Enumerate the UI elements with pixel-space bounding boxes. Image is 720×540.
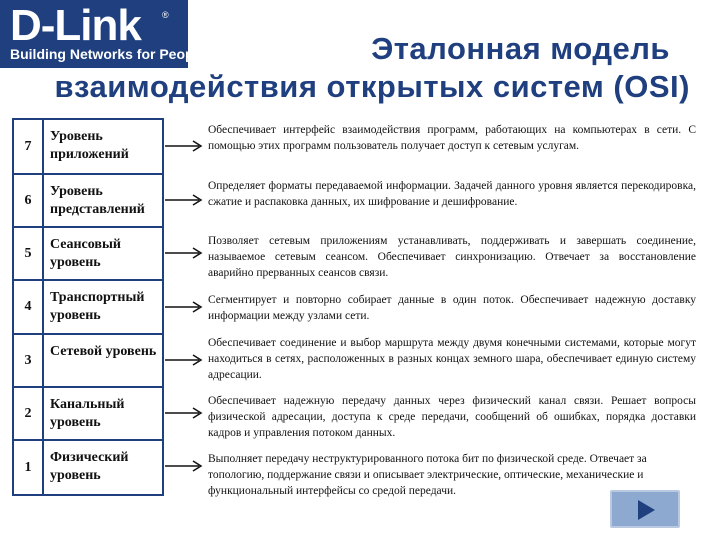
level-name: Канальный уровень bbox=[50, 397, 125, 430]
level-row-1 bbox=[14, 441, 162, 494]
level-6-description: Определяет форматы передаваемой информации. Задачей данного уровня является перекодировка, сжатие и распаковка данных, их шифрование и дешифрование. bbox=[208, 180, 696, 208]
level-5-description: Позволяет сетевым приложениям устанавливать, поддерживать и завершать соединение, называемое сетевым сеансом. Обеспечивает синхронизацию. Отвечает за восстановление аварийно прерванных сеансов связи. bbox=[208, 235, 696, 279]
arrow-right-icon bbox=[165, 300, 205, 314]
level-row-7 bbox=[14, 120, 162, 175]
registered-mark: ® bbox=[162, 10, 169, 20]
level-7-description: Обеспечивает интерфейс взаимодействия программ, работающих на компьютерах в сети. С помощью этих программ пользователь получает доступ к сетевым услугам. bbox=[208, 124, 696, 152]
level-name: Транспортный уровень bbox=[50, 290, 145, 323]
level-1-description: Выполняет передачу неструктурированного потока бит по физической среде. Отвечает за топологию, поддержание связи и описывает электрические, оптические, механические и функциональный интерфейсы со средой передачи. bbox=[208, 453, 647, 497]
level-number: 3 bbox=[14, 335, 44, 386]
logo-brand: D-Link bbox=[10, 1, 141, 50]
level-row-3 bbox=[14, 335, 162, 388]
level-number: 7 bbox=[14, 120, 44, 173]
arrow-right-icon bbox=[165, 139, 205, 153]
level-row-2 bbox=[14, 388, 162, 441]
level-row-5 bbox=[14, 228, 162, 281]
logo-tagline: Building Networks for People bbox=[10, 46, 206, 62]
title-line-2: взаимодействия открытых систем (OSI) bbox=[54, 69, 690, 104]
level-number: 2 bbox=[14, 388, 44, 439]
level-name: Физический уровень bbox=[50, 450, 129, 483]
level-row-4 bbox=[14, 281, 162, 335]
level-name: Уровень приложений bbox=[50, 129, 129, 162]
level-3-description: Обеспечивает соединение и выбор маршрута между двумя конечными системами, которые могут находиться в сетях, расположенных в разных концах земного шара, обеспечивает единую систему адресации. bbox=[208, 337, 696, 381]
next-slide-button[interactable] bbox=[610, 490, 680, 528]
level-name: Сетевой уровень bbox=[50, 344, 157, 359]
arrow-right-icon bbox=[165, 193, 205, 207]
play-triangle-icon bbox=[636, 499, 656, 521]
arrow-right-icon bbox=[165, 353, 205, 367]
arrow-right-icon bbox=[165, 246, 205, 260]
osi-levels-table bbox=[12, 118, 164, 496]
title-line-1: Эталонная модель bbox=[371, 31, 670, 66]
level-4-description: Сегментирует и повторно собирает данные в один поток. Обеспечивает надежную доставку информации между узлами сети. bbox=[208, 294, 696, 322]
level-number: 5 bbox=[14, 228, 44, 279]
slide-title bbox=[40, 30, 690, 106]
arrow-right-icon bbox=[165, 406, 205, 420]
arrow-right-icon bbox=[165, 459, 205, 473]
level-number: 6 bbox=[14, 175, 44, 226]
level-row-6 bbox=[14, 175, 162, 228]
level-name: Уровень представлений bbox=[50, 184, 145, 217]
level-2-description: Обеспечивает надежную передачу данных через физический канал связи. Решает вопросы физической адресации, доступа к среде передачи, сообщений об ошибках, порядка доставки кадров и управления потоком данных. bbox=[208, 395, 696, 439]
level-name: Сеансовый уровень bbox=[50, 237, 121, 270]
level-number: 4 bbox=[14, 281, 44, 333]
level-number: 1 bbox=[14, 441, 44, 494]
